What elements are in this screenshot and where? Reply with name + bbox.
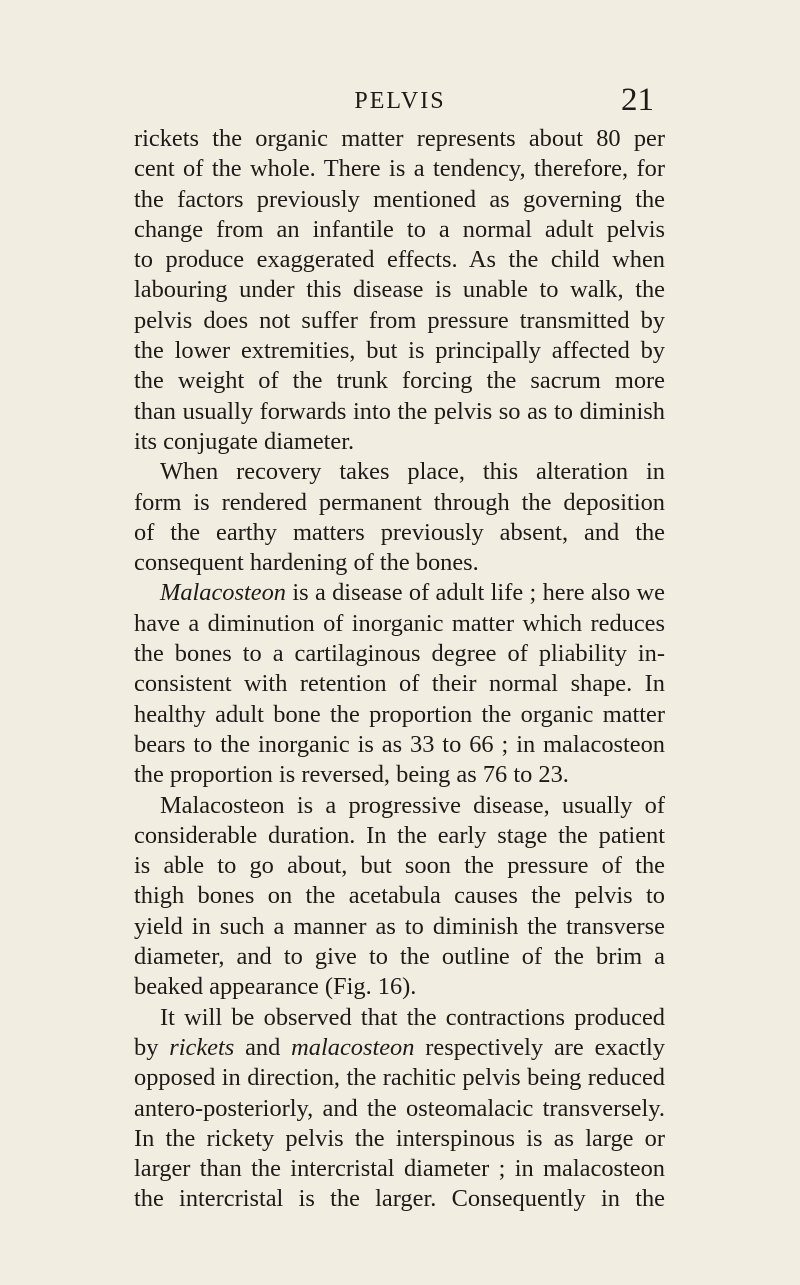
text-line: have a diminution of inorganic matter which reduces: [134, 609, 665, 637]
text-line: of the earthy matters previously absent, and the: [134, 518, 665, 546]
text-line: considerable duration. In the early stage the patient: [134, 821, 665, 849]
italic-term: rickets: [169, 1033, 235, 1061]
text-line: its conjugate diameter.: [134, 427, 355, 455]
text-line: the lower extremities, but is principally affected by: [134, 337, 665, 365]
text-line: labouring under this disease is unable to walk, the: [134, 276, 665, 304]
text-line: the weight of the trunk forcing the sacrum more: [134, 367, 665, 395]
text-line: rickets the organic matter represents about 80 per: [134, 125, 665, 152]
text-line: thigh bones on the acetabula causes the pelvis to: [134, 882, 665, 910]
text-line: larger than the intercristal diameter ; in malacosteon: [134, 1155, 665, 1183]
running-head: [140, 82, 660, 122]
body-text: [134, 124, 665, 1215]
italic-term: malacosteon: [291, 1033, 415, 1061]
running-title: PELVIS: [354, 88, 446, 114]
text-line: Malacosteon is a disease of adult life ; here also we: [160, 579, 665, 607]
page-number: 21: [621, 82, 654, 118]
text-line: pelvis does not suffer from pressure transmitted by: [134, 306, 665, 334]
text-line: bears to the inorganic is as 33 to 66 ; in malacosteon: [134, 730, 665, 758]
text-line: form is rendered permanent through the deposition: [134, 488, 665, 516]
text-line: yield in such a manner as to diminish the transverse: [134, 912, 665, 940]
text-line: is able to go about, but soon the pressure of the: [134, 852, 665, 880]
text-line: consistent with retention of their normal shape. In: [134, 670, 665, 698]
text-line: It will be observed that the contractions produced: [160, 1003, 665, 1031]
italic-term: Malacosteon: [160, 579, 286, 607]
text-line: change from an infantile to a normal adult pelvis: [134, 215, 665, 243]
text-line: to produce exaggerated effects. As the child when: [134, 246, 665, 274]
text-line: than usually forwards into the pelvis so as to diminish: [134, 397, 665, 425]
text-line: by rickets and malacosteon respectively are exactly: [134, 1033, 665, 1061]
text-line: healthy adult bone the proportion the organic matter: [134, 700, 665, 728]
text-line: consequent hardening of the bones.: [134, 549, 479, 577]
text-line: opposed in direction, the rachitic pelvis being reduced: [134, 1064, 665, 1092]
text-line: the intercristal is the larger. Consequently in the: [134, 1185, 665, 1213]
text-line: Malacosteon is a progressive disease, usually of: [160, 791, 665, 819]
text-line: antero-posteriorly, and the osteomalacic transversely.: [134, 1094, 665, 1122]
text-line: In the rickety pelvis the interspinous is as large or: [134, 1124, 665, 1152]
text-line: the proportion is reversed, being as 76 to 23.: [134, 761, 569, 789]
text-line: When recovery takes place, this alteration in: [160, 458, 665, 486]
text-line: the factors previously mentioned as governing the: [134, 185, 665, 213]
text-line: cent of the whole. There is a tendency, therefore, for: [134, 155, 665, 183]
text-line: the bones to a cartilaginous degree of pliability in-: [134, 640, 665, 668]
text-line: beaked appearance (Fig. 16).: [134, 973, 417, 1001]
text-line: diameter, and to give to the outline of the brim a: [134, 943, 665, 971]
